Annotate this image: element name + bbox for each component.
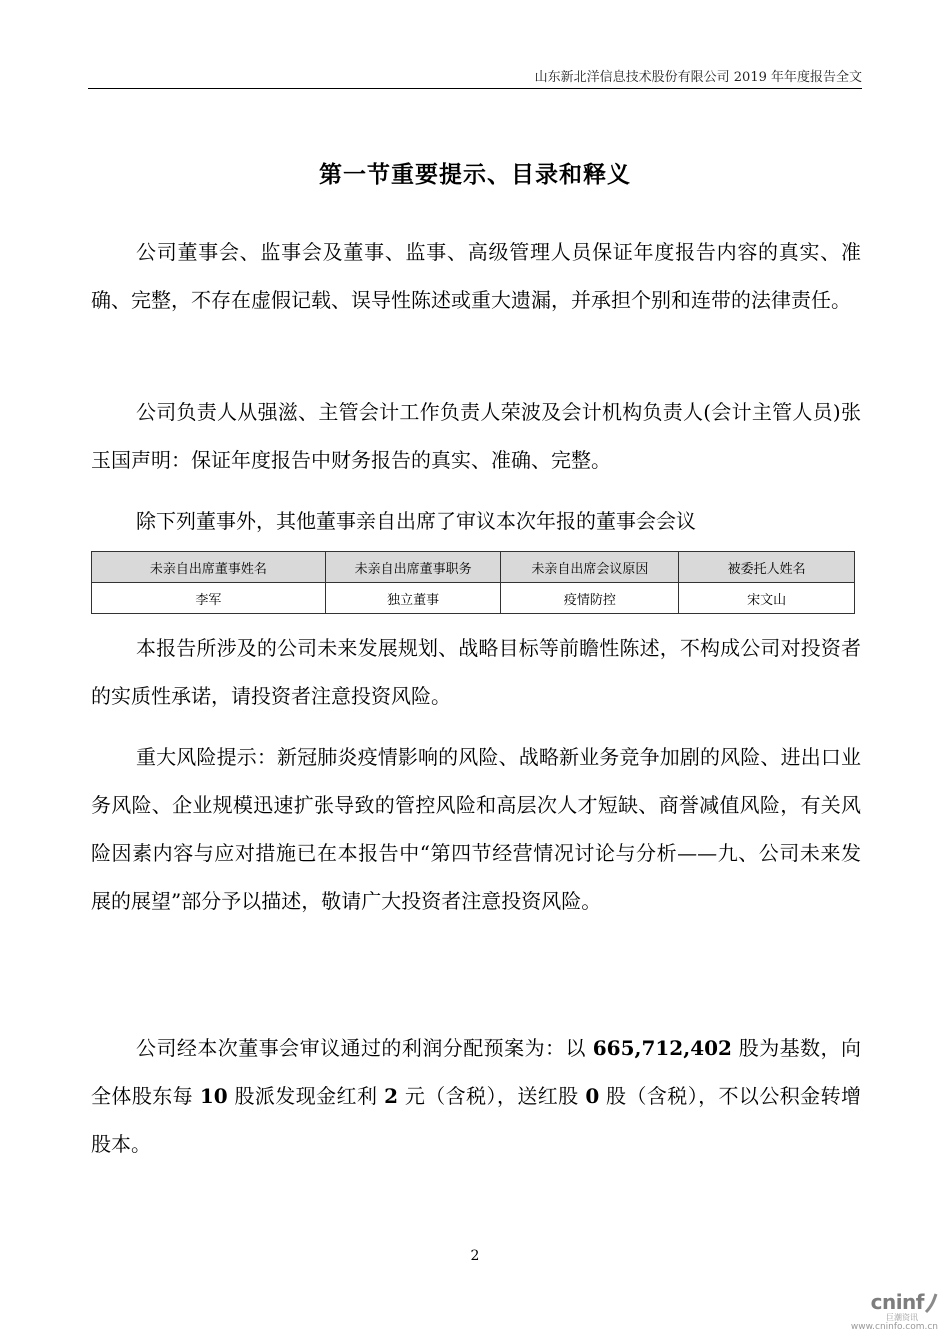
absent-directors-table: [91, 551, 855, 614]
paragraph-forward-looking: 本报告所涉及的公司未来发展规划、战略目标等前瞻性陈述，不构成公司对投资者的实质性承诺，请投资者注意投资风险。: [91, 636, 861, 708]
watermark-url: www.cninfo.com.cn: [850, 1322, 938, 1332]
bonus-share-value: 0: [585, 1084, 600, 1108]
table-row: [92, 583, 855, 614]
section-title: 第一节重要提示、目录和释义: [319, 161, 631, 188]
share-base-value: 665,712,402: [592, 1036, 732, 1060]
page-number: 2: [470, 1248, 480, 1264]
table-cell: 独立董事: [325, 583, 501, 614]
paragraph-absent-directors: 除下列董事外，其他董事亲自出席了审议本次年报的董事会会议: [136, 509, 696, 533]
table-cell: 李军: [92, 583, 326, 614]
table-cell: 疫情防控: [501, 583, 679, 614]
per-shares-value: 10: [199, 1084, 228, 1108]
table-header-cell: 被委托人姓名: [679, 552, 855, 583]
running-header: 山东新北洋信息技术股份有限公司 2019 年年度报告全文: [534, 70, 862, 85]
paragraph-profit-distribution: [91, 1024, 861, 1168]
text-span: 元（含税），送红股: [398, 1084, 586, 1108]
cash-dividend-value: 2: [384, 1084, 399, 1108]
paragraph-risk-warning: 重大风险提示：新冠肺炎疫情影响的风险、战略新业务竞争加剧的风险、进出口业务风险、企业规模迅速扩张导致的管控风险和高层次人才短缺、商誉减值风险，有关风险因素内容与应对措施已在本报告中“第四节经营情况讨论与分析——九、公司未来发展的展望”部分予以描述，敬请广大投资者注意投资风险。: [91, 745, 861, 913]
table-header-cell: 未亲自出席会议原因: [501, 552, 679, 583]
text-span: 股为基数，向全体股东每: [91, 1036, 862, 1108]
table-cell: 宋文山: [679, 583, 855, 614]
text-span: 股派发现金红利: [227, 1084, 385, 1108]
text-span: 公司经本次董事会审议通过的利润分配预案为：以: [136, 1036, 593, 1060]
cninfo-logo-icon: [924, 1292, 938, 1314]
paragraph-board-guarantee: 公司董事会、监事会及董事、监事、高级管理人员保证年度报告内容的真实、准确、完整，不存在虚假记载、误导性陈述或重大遗漏，并承担个别和连带的法律责任。: [91, 240, 861, 312]
table-header-cell: 未亲自出席董事职务: [325, 552, 501, 583]
table-header-row: [92, 552, 855, 583]
header-divider: [88, 88, 862, 89]
cninfo-watermark: [808, 1290, 938, 1334]
watermark-brand: cninf: [870, 1290, 924, 1314]
paragraph-responsible-persons: 公司负责人从强滋、主管会计工作负责人荣波及会计机构负责人(会计主管人员)张玉国声明：保证年度报告中财务报告的真实、准确、完整。: [91, 400, 861, 472]
table-header-cell: 未亲自出席董事姓名: [92, 552, 326, 583]
text-span: 股（含税），不以公积金转增股本。: [91, 1084, 862, 1156]
watermark-subtitle: 巨潮资讯: [886, 1313, 918, 1322]
